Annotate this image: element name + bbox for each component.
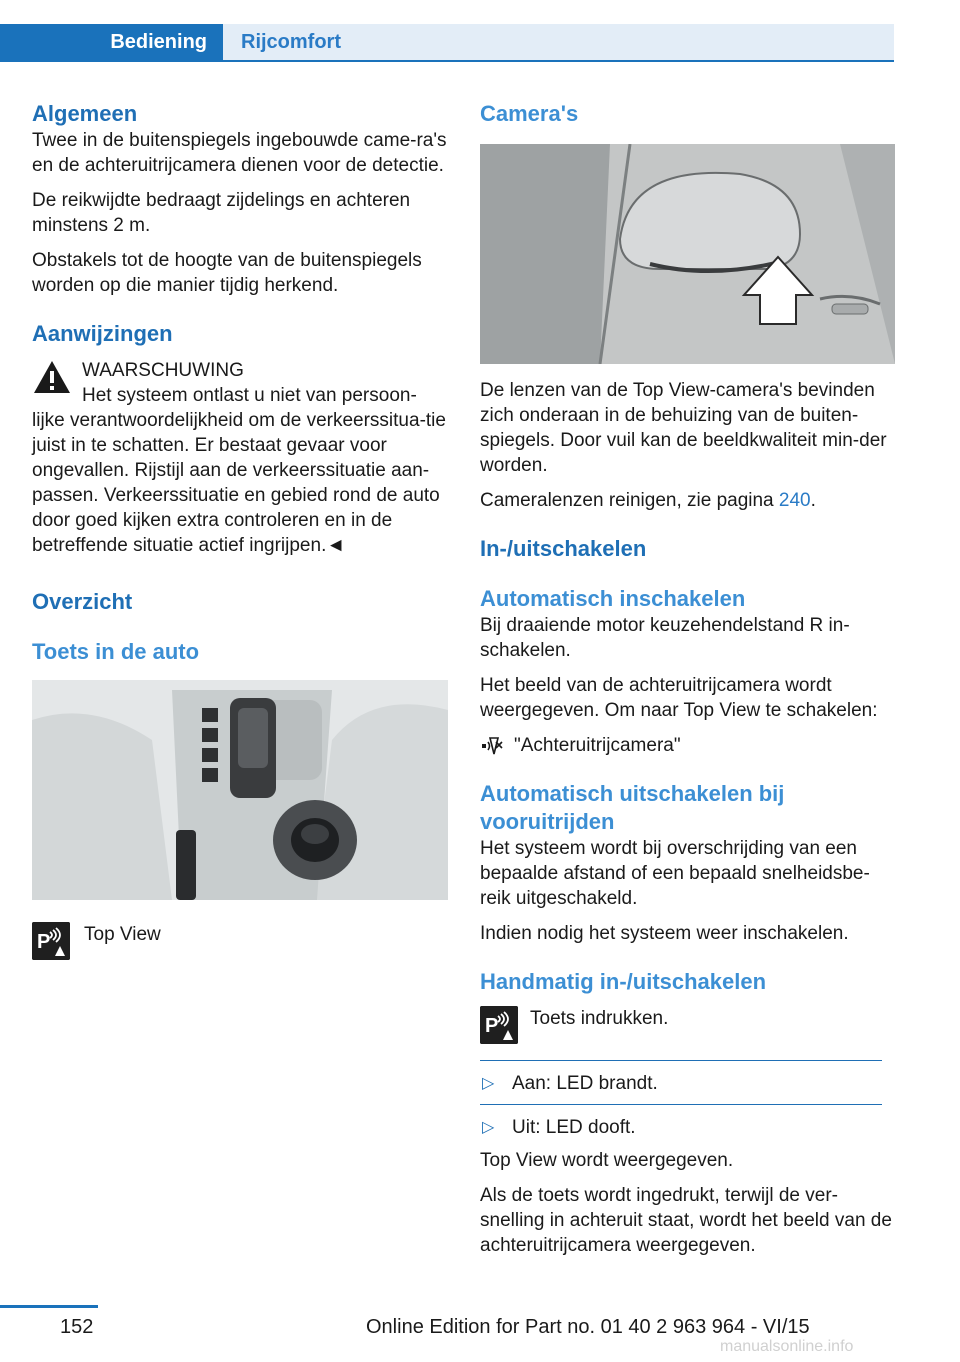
- online-edition-note: Online Edition for Part no. 01 40 2 963 964 - VI/15: [366, 1316, 810, 1338]
- right-column: [480, 100, 898, 1268]
- mirror-camera-photo: [480, 144, 895, 364]
- auto-uit-paragraph-2: Indien nodig het systeem weer inschakelen.: [480, 923, 849, 944]
- chapter-tabs: [0, 24, 894, 62]
- warning-text: Het systeem ontlast u niet van persoon-lijke verantwoordelijkheid om de verkeerssitua-tie juist in te schatten. Er bestaat gevaar voor ongevallen. Rijstijl aan de verkeerssituatie aan-passen. Verkeerssituatie en gebied rond de auto door goed kijken extra controleren en in de betreffende situatie actief ingrijpen.◄: [32, 385, 446, 556]
- tab-rijcomfort[interactable]: Rijcomfort: [223, 24, 894, 60]
- aanwijzingen-heading: Aanwijzingen: [32, 321, 173, 346]
- algemeen-paragraph-3: Obstakels tot de hoogte van de buitenspiegels worden op die manier tijdig herkend.: [32, 250, 422, 296]
- overzicht-heading: Overzicht: [32, 589, 133, 614]
- topview-label: Top View: [84, 924, 161, 945]
- warning-label: WAARSCHUWING: [82, 360, 244, 381]
- cameras-paragraph: De lenzen van de Top View-camera's bevinden zich onderaan in de behuizing van de buiten-spiegels. Door vuil kan de beeldkwaliteit min-der worden.: [480, 380, 887, 476]
- bullet-separator: [480, 1104, 882, 1105]
- automatisch-inschakelen-heading: Automatisch inschakelen: [480, 586, 746, 611]
- cameras-heading: Camera's: [480, 101, 579, 126]
- bullet-led-off: [480, 1115, 898, 1140]
- cameras-clean-text: Cameralenzen reinigen, zie pagina: [480, 490, 779, 511]
- page-number: 152: [60, 1316, 94, 1338]
- voice-command-text: "Achteruitrijcamera": [514, 735, 681, 756]
- algemeen-paragraph-2: De reikwijdte bedraagt zijdelings en achteren minstens 2 m.: [32, 190, 411, 236]
- warning-block: [32, 358, 448, 558]
- bullet-led-on-text: Aan: LED brandt.: [512, 1073, 658, 1094]
- bullet-led-on: [480, 1071, 898, 1096]
- bullet-separator: [480, 1060, 882, 1061]
- cameras-clean-reference: [480, 488, 898, 513]
- footer-rule: [0, 1305, 98, 1308]
- svg-text:P: P: [37, 931, 51, 953]
- left-column: [32, 100, 448, 962]
- watermark: manualsonline.info: [720, 1338, 854, 1355]
- mirror-camera-illustration: [480, 144, 895, 364]
- bullet-triangle-icon: ▷: [482, 1075, 495, 1092]
- tab-divider: [0, 60, 894, 62]
- bullet-led-off-text: Uit: LED dooft.: [512, 1117, 636, 1138]
- handmatig-text: Toets indrukken.: [530, 1008, 669, 1029]
- after-paragraph-2: Als de toets wordt ingedrukt, terwijl de ver-snelling in achteruit staat, wordt het beeld van de achteruitrijcamera weergegeven.: [480, 1185, 892, 1256]
- warning-triangle-icon: [32, 358, 72, 398]
- handmatig-instruction: [480, 1006, 898, 1046]
- page-240-link[interactable]: 240: [778, 490, 811, 511]
- automatisch-uitschakelen-heading: Automatisch uitschakelen bij vooruitrijden: [480, 781, 785, 834]
- cameras-clean-period: .: [810, 490, 816, 511]
- algemeen-heading: Algemeen: [32, 101, 138, 126]
- in-uitschakelen-heading: In-/uitschakelen: [480, 536, 647, 561]
- algemeen-paragraph-1: Twee in de buitenspiegels ingebouwde came-ra's en de achteruitrijcamera dienen voor de detectie.: [32, 130, 447, 176]
- topview-legend: [32, 922, 448, 962]
- tab-bediening[interactable]: Bediening: [0, 24, 223, 60]
- svg-text:P: P: [485, 1015, 499, 1037]
- center-console-illustration: [32, 680, 448, 900]
- topview-button-icon: [32, 922, 70, 960]
- auto-in-paragraph-1: Bij draaiende motor keuzehendelstand R in-schakelen.: [480, 615, 850, 661]
- handmatig-heading: Handmatig in-/uitschakelen: [480, 969, 767, 994]
- bullet-triangle-icon: ▷: [482, 1119, 495, 1136]
- voice-command: [480, 733, 898, 758]
- auto-in-paragraph-2: Het beeld van de achteruitrijcamera wordt weergegeven. Om naar Top View te schakelen:: [480, 675, 878, 721]
- voice-command-icon: [480, 735, 504, 757]
- after-paragraph-1: Top View wordt weergegeven.: [480, 1150, 734, 1171]
- center-console-photo: [32, 680, 448, 900]
- topview-button-icon: [480, 1006, 518, 1044]
- toets-in-de-auto-heading: Toets in de auto: [32, 639, 200, 664]
- auto-uit-paragraph-1: Het systeem wordt bij overschrijding van een bepaalde afstand of een bepaald snelheidsbe-reik uitgeschakeld.: [480, 838, 870, 909]
